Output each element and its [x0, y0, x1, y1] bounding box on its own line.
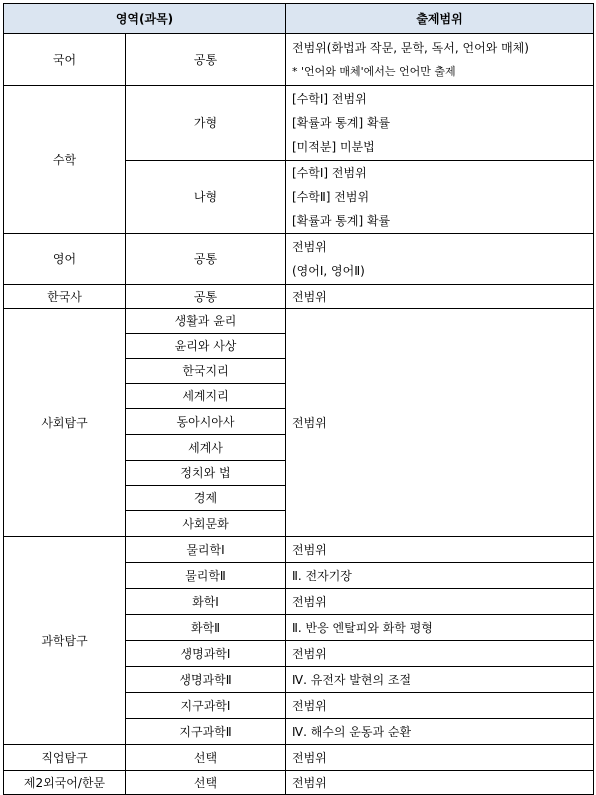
scope-cell: 전범위 — [286, 641, 594, 667]
scope-cell — [286, 161, 594, 234]
area-cell: 사회탐구 — [4, 309, 126, 537]
table-row — [4, 537, 594, 563]
scope-cell: 전범위 — [286, 771, 594, 795]
header-row — [4, 4, 594, 34]
subject-cell: 물리학Ⅰ — [126, 537, 286, 563]
subject-cell: 한국지리 — [126, 359, 286, 384]
area-cell: 과학탐구 — [4, 537, 126, 745]
scope-cell — [286, 86, 594, 161]
scope-line: [수학Ⅰ] 전범위 — [292, 92, 367, 106]
scope-cell: 전범위 — [286, 285, 594, 309]
header-area: 영역(과목) — [4, 4, 286, 34]
scope-cell: 전범위 — [286, 745, 594, 771]
scope-line: 전범위 — [292, 240, 327, 254]
area-cell: 수학 — [4, 86, 126, 234]
area-cell: 영어 — [4, 234, 126, 285]
subject-cell: 지구과학Ⅱ — [126, 719, 286, 745]
subject-cell: 지구과학Ⅰ — [126, 693, 286, 719]
table-row — [4, 745, 594, 771]
subject-cell: 화학Ⅱ — [126, 615, 286, 641]
subject-cell: 공통 — [126, 285, 286, 309]
scope-cell: Ⅱ. 전자기장 — [286, 563, 594, 589]
table-row — [4, 771, 594, 795]
subject-cell: 화학Ⅰ — [126, 589, 286, 615]
table-row — [4, 234, 594, 285]
scope-cell — [286, 34, 594, 86]
header-scope: 출제범위 — [286, 4, 594, 34]
scope-line: (영어Ⅰ, 영어Ⅱ) — [292, 264, 365, 278]
subject-cell: 나형 — [126, 161, 286, 234]
subject-cell: 생명과학Ⅱ — [126, 667, 286, 693]
scope-cell: 전범위 — [286, 589, 594, 615]
subject-cell: 세계사 — [126, 435, 286, 461]
subject-cell: 사회문화 — [126, 511, 286, 537]
scope-line: [수학Ⅱ] 전범위 — [292, 190, 370, 204]
table-row — [4, 309, 594, 334]
scope-cell: 전범위 — [286, 309, 594, 537]
subject-cell: 공통 — [126, 34, 286, 86]
subject-cell: 생활과 윤리 — [126, 309, 286, 334]
scope-line: [확률과 통계] 확률 — [292, 214, 391, 228]
area-cell: 한국사 — [4, 285, 126, 309]
subject-cell: 물리학Ⅱ — [126, 563, 286, 589]
scope-line: [확률과 통계] 확률 — [292, 116, 391, 130]
table-row — [4, 285, 594, 309]
scope-cell: 전범위 — [286, 537, 594, 563]
subject-cell: 경제 — [126, 486, 286, 511]
scope-line: [수학Ⅰ] 전범위 — [292, 166, 367, 180]
table-row — [4, 34, 594, 86]
subject-cell: 세계지리 — [126, 384, 286, 409]
scope-note: * '언어와 매체'에서는 언어만 출제 — [292, 64, 456, 78]
scope-line: 전범위(화법과 작문, 문학, 독서, 언어와 매체) — [292, 40, 529, 55]
subject-cell: 동아시아사 — [126, 409, 286, 435]
table-row — [4, 86, 594, 161]
exam-scope-table — [3, 3, 594, 795]
subject-cell: 가형 — [126, 86, 286, 161]
scope-cell: Ⅳ. 해수의 운동과 순환 — [286, 719, 594, 745]
subject-cell: 윤리와 사상 — [126, 334, 286, 359]
area-cell: 직업탐구 — [4, 745, 126, 771]
scope-cell: Ⅳ. 유전자 발현의 조절 — [286, 667, 594, 693]
subject-cell: 정치와 법 — [126, 461, 286, 486]
subject-cell: 선택 — [126, 745, 286, 771]
subject-cell: 생명과학Ⅰ — [126, 641, 286, 667]
scope-cell: 전범위 — [286, 693, 594, 719]
area-cell: 제2외국어/한문 — [4, 771, 126, 795]
subject-cell: 선택 — [126, 771, 286, 795]
scope-cell: Ⅱ. 반응 엔탈피와 화학 평형 — [286, 615, 594, 641]
subject-cell: 공통 — [126, 234, 286, 285]
scope-cell — [286, 234, 594, 285]
scope-line: [미적분] 미분법 — [292, 140, 375, 154]
area-cell: 국어 — [4, 34, 126, 86]
